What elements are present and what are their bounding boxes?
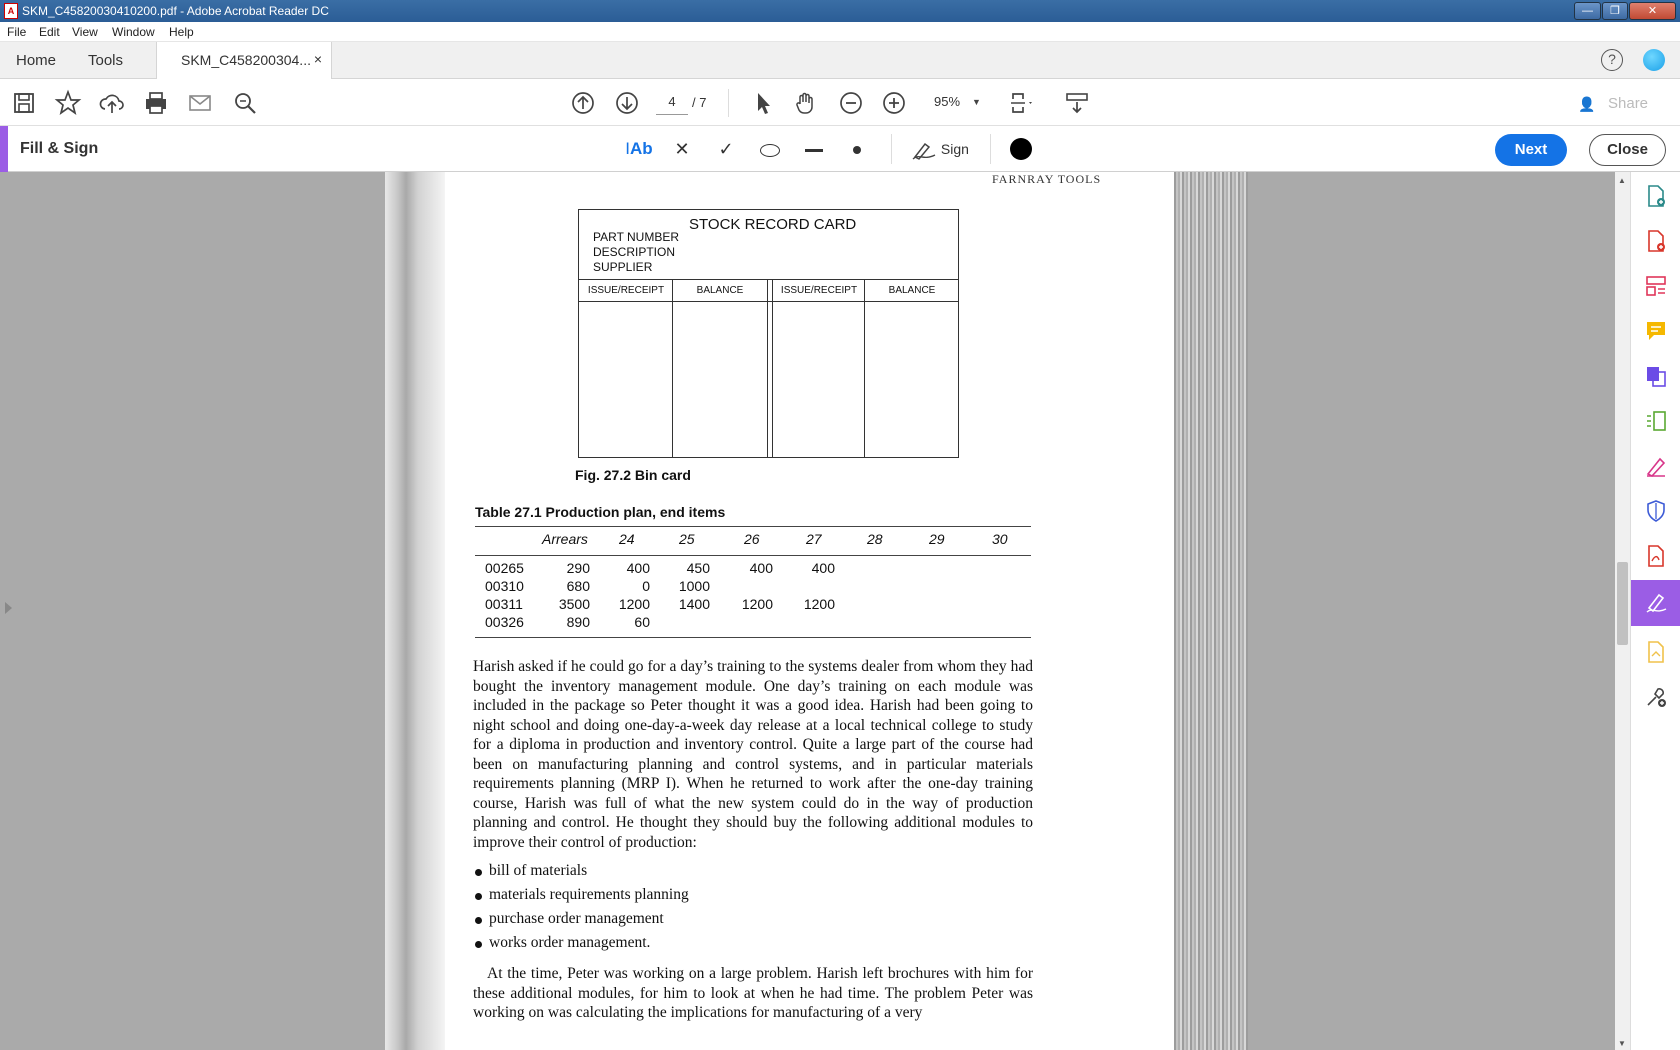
col-issue-receipt-1: ISSUE/RECEIPT: [587, 285, 665, 296]
fill-sign-pen-icon: [1644, 591, 1668, 615]
page-layout-icon[interactable]: [1008, 89, 1036, 117]
search-zoom-icon[interactable]: [231, 89, 259, 117]
table-cell: 1400: [678, 596, 710, 612]
check-mark-tool[interactable]: ✓: [718, 139, 734, 159]
dot-tool[interactable]: [847, 137, 867, 161]
scan-shadow-left: [385, 172, 445, 1050]
menu-view[interactable]: View: [72, 25, 98, 39]
window-close-button[interactable]: ✕: [1629, 2, 1676, 20]
table-header: 27: [806, 531, 822, 547]
part-number-cell: 00326: [485, 614, 524, 630]
hand-tool-icon[interactable]: [792, 89, 820, 117]
share-label: Share: [1608, 95, 1649, 112]
organize-pages-icon[interactable]: [1644, 274, 1668, 298]
edit-pdf-icon[interactable]: [1644, 454, 1668, 478]
fill-sign-title: Fill & Sign: [20, 140, 99, 157]
col-issue-receipt-2: ISSUE/RECEIPT: [780, 285, 858, 296]
card-rule-1: [579, 279, 958, 280]
body-paragraph-2: At the time, Peter was working on a large problem. Harish left brochures with him for these additional modules, for him to look at when he had time. The problem Peter was working on was calculating the implications for manufacturing of a very: [473, 965, 1033, 1021]
tab-home[interactable]: Home: [16, 52, 57, 69]
card-col-divider: [672, 280, 673, 458]
document-tab-close-icon[interactable]: ×: [313, 51, 322, 67]
account-avatar[interactable]: [1643, 49, 1665, 71]
close-button[interactable]: Close: [1589, 134, 1666, 166]
share-user-icon: 👤: [1578, 96, 1596, 112]
right-tools-pane: [1630, 172, 1680, 1050]
protect-shield-icon[interactable]: [1644, 499, 1668, 523]
acrobat-pdf-icon[interactable]: [1644, 544, 1668, 568]
table-header: 29: [929, 531, 945, 547]
table-header: 28: [867, 531, 883, 547]
combine-files-icon[interactable]: [1644, 364, 1668, 388]
table-cell: 1200: [618, 596, 650, 612]
table-cell: 1200: [803, 596, 835, 612]
pdf-app-icon: A: [4, 3, 18, 19]
table-cell: 3500: [558, 596, 590, 612]
fill-sign-accent: [0, 126, 8, 172]
scroll-up-icon[interactable]: ▲: [1618, 176, 1626, 185]
table-cell: 890: [566, 614, 590, 630]
table-header: 25: [679, 531, 695, 547]
table-header-rule: [475, 555, 1031, 556]
create-pdf-icon[interactable]: [1644, 229, 1668, 253]
part-number-cell: 00311: [485, 596, 523, 612]
bin-card-figure: [578, 209, 959, 458]
menu-help[interactable]: Help: [169, 25, 194, 39]
tab-document[interactable]: [156, 42, 332, 79]
list-item: bill of materials: [473, 862, 689, 886]
field-description: DESCRIPTION: [593, 245, 676, 259]
table-cell: 60: [634, 614, 650, 630]
line-icon: [805, 149, 823, 152]
select-arrow-icon[interactable]: [749, 89, 777, 117]
list-item: materials requirements planning: [473, 886, 689, 910]
add-text-tool[interactable]: [624, 137, 654, 161]
figure-caption: Fig. 27.2 Bin card: [575, 467, 691, 483]
add-text-label: Ab: [630, 139, 653, 158]
list-item: purchase order management: [473, 910, 689, 934]
table-cell: 1200: [741, 596, 773, 612]
maximize-button[interactable]: ❐: [1602, 2, 1628, 20]
table-cell: 400: [811, 560, 835, 576]
text-cursor-icon: I: [625, 139, 631, 158]
scroll-mode-icon[interactable]: [1063, 89, 1091, 117]
table-cell: 0: [642, 578, 650, 594]
fill-sign-toolbar: [0, 126, 1680, 172]
tab-bar: [0, 42, 1680, 79]
scan-page-edges: [1174, 172, 1248, 1050]
running-head: FARNRAY TOOLS: [992, 172, 1102, 186]
field-part-number: PART NUMBER: [593, 230, 680, 244]
col-balance-2: BALANCE: [888, 285, 936, 296]
upload-cloud-icon[interactable]: [98, 89, 126, 117]
document-tab-label: SKM_C458200304...: [181, 52, 311, 68]
part-number-cell: 00265: [485, 560, 524, 576]
table-header: 26: [744, 531, 760, 547]
title-bar: [0, 0, 1680, 22]
window-title: SKM_C45820030410200.pdf - Adobe Acrobat Reader DC: [22, 4, 329, 18]
table-caption: Table 27.1 Production plan, end items: [475, 504, 726, 520]
document-viewer[interactable]: [0, 172, 1630, 1050]
line-tool[interactable]: [802, 137, 826, 161]
vertical-scrollbar[interactable]: [1615, 172, 1630, 1050]
body-paragraph-1: Harish asked if he could go for a day’s training to the systems dealer from whom they had bought the inventory management module. One day’s training on each module was included in the package so Peter thought it was a good idea. Harish had been going to night school and doing one-day-a-week day release at a local technical college to study for a diploma in production and inventory control. Quite a large part of the course had been on manufacturing planning and control systems, and in particular materials requirements planning (MRP I). When he returned to work after the one-day training course, Harish was full of what the new system could do in the way of production planning and control. He thought they should buy the following additional modules to improve their control of production:: [473, 658, 1033, 851]
save-icon[interactable]: [10, 89, 38, 117]
table-cell: 290: [566, 560, 590, 576]
cross-mark-tool[interactable]: ✕: [674, 139, 690, 159]
menu-edit[interactable]: Edit: [39, 25, 60, 39]
tab-tools[interactable]: Tools: [88, 52, 124, 69]
compress-icon[interactable]: [1644, 409, 1668, 433]
scrollbar-thumb[interactable]: [1617, 562, 1628, 645]
card-rule-2: [579, 301, 958, 302]
fill-sign-divider-2: [990, 134, 991, 164]
bin-card-title: STOCK RECORD CARD: [689, 216, 857, 233]
export-pdf-icon[interactable]: [1644, 184, 1668, 208]
circle-tool[interactable]: [757, 137, 783, 161]
dot-icon: [853, 146, 861, 154]
list-item: works order management.: [473, 934, 689, 958]
sign-label: Sign: [940, 141, 969, 157]
table-cell: 680: [566, 578, 590, 594]
col-balance-1: BALANCE: [696, 285, 744, 296]
module-bullet-list: [473, 862, 689, 958]
card-col-divider: [864, 280, 865, 458]
table-header: 30: [992, 531, 1008, 547]
table-cell: 400: [749, 560, 773, 576]
send-for-signature-icon[interactable]: [1644, 640, 1668, 664]
previous-page-icon[interactable]: [569, 89, 597, 117]
table-cell: 1000: [678, 578, 710, 594]
next-button[interactable]: Next: [1495, 134, 1567, 166]
table-cell: 400: [626, 560, 650, 576]
left-panel-toggle-icon[interactable]: [5, 602, 12, 614]
page-total: / 7: [692, 95, 707, 110]
menu-bar: [0, 22, 1680, 42]
sign-button[interactable]: [910, 137, 970, 161]
zoom-in-icon[interactable]: [880, 89, 908, 117]
menu-window[interactable]: Window: [112, 25, 155, 39]
next-page-icon[interactable]: [613, 89, 641, 117]
menu-file[interactable]: File: [7, 25, 27, 39]
table-header: Arrears: [542, 531, 588, 547]
pen-sign-icon: [911, 139, 937, 161]
help-icon[interactable]: ?: [1601, 49, 1623, 71]
main-toolbar: [0, 79, 1680, 126]
more-tools-icon[interactable]: [1644, 685, 1668, 709]
fill-sign-tool-active[interactable]: [1631, 580, 1680, 626]
toolbar-divider: [728, 89, 729, 117]
zoom-out-icon[interactable]: [837, 89, 865, 117]
chevron-down-icon: ▼: [972, 97, 981, 107]
zoom-level-dropdown[interactable]: [926, 89, 984, 115]
zoom-level-value: 95%: [934, 94, 961, 109]
minimize-button[interactable]: —: [1574, 2, 1601, 20]
scroll-down-icon[interactable]: ▼: [1618, 1039, 1626, 1048]
card-col-divider: [767, 280, 768, 458]
email-icon[interactable]: [186, 89, 214, 117]
print-icon[interactable]: [142, 89, 170, 117]
comment-icon[interactable]: [1644, 319, 1668, 343]
table-header: 24: [619, 531, 635, 547]
share-button[interactable]: [1566, 91, 1664, 117]
bookmark-star-icon[interactable]: [54, 89, 82, 117]
table-bottom-rule: [475, 637, 1031, 638]
pdf-page: [385, 172, 1248, 1050]
fill-sign-divider: [891, 134, 892, 164]
ellipse-icon: [760, 144, 780, 157]
part-number-cell: 00310: [485, 578, 524, 594]
card-col-divider: [772, 280, 773, 458]
table-top-rule: [475, 526, 1031, 527]
page-number-input[interactable]: 4: [656, 89, 688, 115]
field-supplier: SUPPLIER: [593, 260, 653, 274]
table-cell: 450: [686, 560, 710, 576]
color-picker[interactable]: [1010, 138, 1032, 160]
